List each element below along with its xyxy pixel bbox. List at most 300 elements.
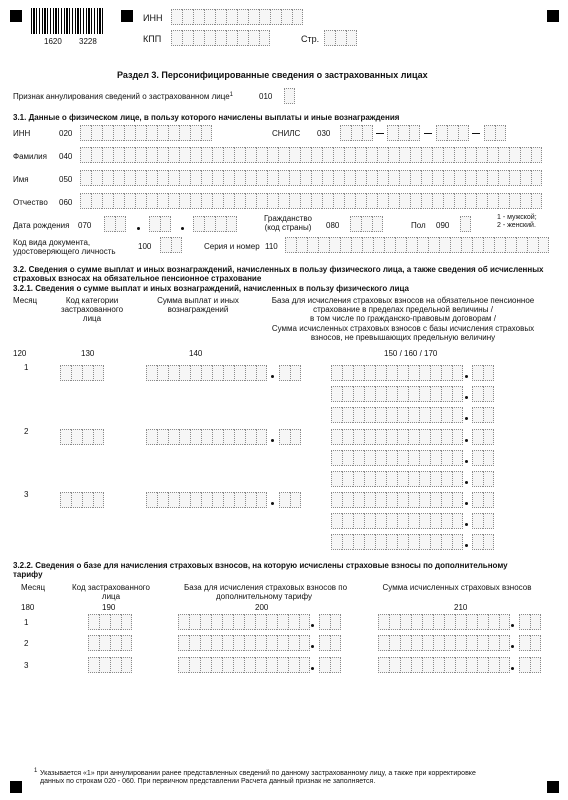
input-cell[interactable] bbox=[372, 216, 383, 232]
input-cell[interactable] bbox=[157, 193, 168, 209]
input-cell[interactable] bbox=[509, 147, 520, 163]
input-cell[interactable] bbox=[465, 147, 476, 163]
input-cell[interactable] bbox=[212, 429, 223, 445]
input-cell[interactable] bbox=[399, 170, 410, 186]
input-cell[interactable] bbox=[193, 216, 204, 232]
s32-row-base-int-cells[interactable] bbox=[331, 492, 463, 508]
input-cell[interactable] bbox=[168, 429, 179, 445]
input-cell[interactable] bbox=[319, 657, 330, 673]
input-cell[interactable] bbox=[344, 193, 355, 209]
input-cell[interactable] bbox=[487, 147, 498, 163]
input-cell[interactable] bbox=[483, 386, 494, 402]
s32-row-base-frac-cells[interactable] bbox=[472, 386, 494, 402]
input-cell[interactable] bbox=[353, 429, 364, 445]
s32-row-base-int-cells[interactable] bbox=[331, 365, 463, 381]
input-cell[interactable] bbox=[190, 429, 201, 445]
input-cell[interactable] bbox=[182, 9, 193, 25]
input-cell[interactable] bbox=[278, 170, 289, 186]
input-cell[interactable] bbox=[477, 614, 488, 630]
s322-row-sum-frac-cells[interactable] bbox=[519, 657, 541, 673]
input-cell[interactable] bbox=[146, 492, 157, 508]
s32-row-base-int-cells[interactable] bbox=[331, 471, 463, 487]
input-cell[interactable] bbox=[373, 237, 384, 253]
s31-name-cells[interactable] bbox=[80, 170, 542, 186]
input-cell[interactable] bbox=[259, 30, 270, 46]
input-cell[interactable] bbox=[483, 534, 494, 550]
input-cell[interactable] bbox=[245, 365, 256, 381]
input-cell[interactable] bbox=[433, 635, 444, 651]
input-cell[interactable] bbox=[452, 407, 463, 423]
input-cell[interactable] bbox=[278, 193, 289, 209]
input-cell[interactable] bbox=[364, 534, 375, 550]
input-cell[interactable] bbox=[344, 147, 355, 163]
input-cell[interactable] bbox=[452, 534, 463, 550]
input-cell[interactable] bbox=[450, 237, 461, 253]
input-cell[interactable] bbox=[509, 193, 520, 209]
input-cell[interactable] bbox=[245, 147, 256, 163]
input-cell[interactable] bbox=[386, 513, 397, 529]
input-cell[interactable] bbox=[441, 386, 452, 402]
input-cell[interactable] bbox=[378, 657, 389, 673]
input-cell[interactable] bbox=[364, 386, 375, 402]
input-cell[interactable] bbox=[289, 147, 300, 163]
s31-birth-day-cells[interactable] bbox=[104, 216, 126, 232]
input-cell[interactable] bbox=[135, 147, 146, 163]
input-cell[interactable] bbox=[519, 614, 530, 630]
input-cell[interactable] bbox=[149, 216, 160, 232]
input-cell[interactable] bbox=[397, 365, 408, 381]
input-cell[interactable] bbox=[233, 657, 244, 673]
input-cell[interactable] bbox=[215, 9, 226, 25]
input-cell[interactable] bbox=[410, 193, 421, 209]
input-cell[interactable] bbox=[488, 614, 499, 630]
s31-doc-cells[interactable] bbox=[160, 237, 182, 253]
input-cell[interactable] bbox=[342, 534, 353, 550]
input-cell[interactable] bbox=[364, 407, 375, 423]
s32-row-base-frac-cells[interactable] bbox=[472, 450, 494, 466]
input-cell[interactable] bbox=[121, 657, 132, 673]
input-cell[interactable] bbox=[290, 365, 301, 381]
input-cell[interactable] bbox=[146, 429, 157, 445]
s322-row-sum-int-cells[interactable] bbox=[378, 614, 510, 630]
input-cell[interactable] bbox=[465, 170, 476, 186]
input-cell[interactable] bbox=[483, 492, 494, 508]
input-cell[interactable] bbox=[322, 147, 333, 163]
input-cell[interactable] bbox=[432, 147, 443, 163]
input-cell[interactable] bbox=[411, 657, 422, 673]
input-cell[interactable] bbox=[388, 147, 399, 163]
input-cell[interactable] bbox=[226, 30, 237, 46]
input-cell[interactable] bbox=[212, 365, 223, 381]
input-cell[interactable] bbox=[441, 492, 452, 508]
input-cell[interactable] bbox=[364, 492, 375, 508]
input-cell[interactable] bbox=[223, 193, 234, 209]
input-cell[interactable] bbox=[386, 365, 397, 381]
input-cell[interactable] bbox=[375, 450, 386, 466]
input-cell[interactable] bbox=[386, 492, 397, 508]
input-cell[interactable] bbox=[255, 657, 266, 673]
s31-snils-cells-2[interactable] bbox=[387, 125, 420, 141]
input-cell[interactable] bbox=[378, 614, 389, 630]
input-cell[interactable] bbox=[289, 193, 300, 209]
input-cell[interactable] bbox=[179, 429, 190, 445]
input-cell[interactable] bbox=[290, 429, 301, 445]
input-cell[interactable] bbox=[289, 170, 300, 186]
input-cell[interactable] bbox=[311, 147, 322, 163]
input-cell[interactable] bbox=[472, 386, 483, 402]
input-cell[interactable] bbox=[530, 614, 541, 630]
input-cell[interactable] bbox=[248, 30, 259, 46]
input-cell[interactable] bbox=[472, 450, 483, 466]
input-cell[interactable] bbox=[519, 635, 530, 651]
input-cell[interactable] bbox=[266, 614, 277, 630]
input-cell[interactable] bbox=[421, 147, 432, 163]
input-cell[interactable] bbox=[340, 237, 351, 253]
input-cell[interactable] bbox=[244, 657, 255, 673]
input-cell[interactable] bbox=[157, 365, 168, 381]
input-cell[interactable] bbox=[102, 147, 113, 163]
input-cell[interactable] bbox=[498, 170, 509, 186]
input-cell[interactable] bbox=[350, 216, 361, 232]
input-cell[interactable] bbox=[226, 9, 237, 25]
input-cell[interactable] bbox=[324, 30, 335, 46]
input-cell[interactable] bbox=[245, 170, 256, 186]
input-cell[interactable] bbox=[178, 614, 189, 630]
input-cell[interactable] bbox=[353, 386, 364, 402]
input-cell[interactable] bbox=[335, 30, 346, 46]
input-cell[interactable] bbox=[484, 125, 495, 141]
s32-row-base-frac-cells[interactable] bbox=[472, 429, 494, 445]
input-cell[interactable] bbox=[441, 429, 452, 445]
input-cell[interactable] bbox=[483, 365, 494, 381]
s32-row-sum-int-cells[interactable] bbox=[146, 429, 267, 445]
input-cell[interactable] bbox=[331, 386, 342, 402]
input-cell[interactable] bbox=[444, 657, 455, 673]
s32-row-sum-frac-cells[interactable] bbox=[279, 492, 301, 508]
input-cell[interactable] bbox=[113, 125, 124, 141]
input-cell[interactable] bbox=[409, 125, 420, 141]
s32-row-sum-frac-cells[interactable] bbox=[279, 429, 301, 445]
input-cell[interactable] bbox=[201, 429, 212, 445]
input-cell[interactable] bbox=[82, 429, 93, 445]
input-cell[interactable] bbox=[135, 170, 146, 186]
input-cell[interactable] bbox=[342, 471, 353, 487]
input-cell[interactable] bbox=[255, 635, 266, 651]
input-cell[interactable] bbox=[410, 170, 421, 186]
input-cell[interactable] bbox=[299, 657, 310, 673]
input-cell[interactable] bbox=[278, 147, 289, 163]
input-cell[interactable] bbox=[99, 635, 110, 651]
input-cell[interactable] bbox=[531, 147, 542, 163]
s32-row-sum-int-cells[interactable] bbox=[146, 365, 267, 381]
s322-row-base-int-cells[interactable] bbox=[178, 635, 310, 651]
input-cell[interactable] bbox=[146, 365, 157, 381]
input-cell[interactable] bbox=[342, 513, 353, 529]
input-cell[interactable] bbox=[160, 237, 171, 253]
s32-row-sum-frac-cells[interactable] bbox=[279, 365, 301, 381]
input-cell[interactable] bbox=[300, 170, 311, 186]
input-cell[interactable] bbox=[93, 492, 104, 508]
input-cell[interactable] bbox=[190, 492, 201, 508]
s32-row-base-int-cells[interactable] bbox=[331, 429, 463, 445]
input-cell[interactable] bbox=[171, 9, 182, 25]
s32-row-base-frac-cells[interactable] bbox=[472, 492, 494, 508]
input-cell[interactable] bbox=[397, 534, 408, 550]
input-cell[interactable] bbox=[397, 471, 408, 487]
input-cell[interactable] bbox=[331, 471, 342, 487]
input-cell[interactable] bbox=[168, 170, 179, 186]
s32-row-base-frac-cells[interactable] bbox=[472, 365, 494, 381]
input-cell[interactable] bbox=[430, 407, 441, 423]
s32-row-category-cells[interactable] bbox=[60, 429, 104, 445]
header-inn-cells[interactable] bbox=[171, 9, 303, 25]
s32-row-base-frac-cells[interactable] bbox=[472, 513, 494, 529]
input-cell[interactable] bbox=[234, 492, 245, 508]
input-cell[interactable] bbox=[179, 492, 190, 508]
input-cell[interactable] bbox=[389, 635, 400, 651]
input-cell[interactable] bbox=[330, 614, 341, 630]
input-cell[interactable] bbox=[157, 147, 168, 163]
input-cell[interactable] bbox=[477, 635, 488, 651]
input-cell[interactable] bbox=[279, 365, 290, 381]
input-cell[interactable] bbox=[344, 170, 355, 186]
input-cell[interactable] bbox=[487, 170, 498, 186]
s32-row-base-int-cells[interactable] bbox=[331, 407, 463, 423]
input-cell[interactable] bbox=[256, 492, 267, 508]
input-cell[interactable] bbox=[430, 450, 441, 466]
input-cell[interactable] bbox=[483, 471, 494, 487]
input-cell[interactable] bbox=[375, 534, 386, 550]
input-cell[interactable] bbox=[292, 9, 303, 25]
s31-patronymic-cells[interactable] bbox=[80, 193, 542, 209]
input-cell[interactable] bbox=[60, 429, 71, 445]
input-cell[interactable] bbox=[244, 614, 255, 630]
s31-surname-cells[interactable] bbox=[80, 147, 542, 163]
s32-row-category-cells[interactable] bbox=[60, 492, 104, 508]
input-cell[interactable] bbox=[201, 125, 212, 141]
input-cell[interactable] bbox=[531, 170, 542, 186]
input-cell[interactable] bbox=[212, 170, 223, 186]
input-cell[interactable] bbox=[452, 471, 463, 487]
s32-row-category-cells[interactable] bbox=[60, 365, 104, 381]
input-cell[interactable] bbox=[419, 365, 430, 381]
input-cell[interactable] bbox=[432, 170, 443, 186]
input-cell[interactable] bbox=[366, 147, 377, 163]
input-cell[interactable] bbox=[441, 450, 452, 466]
input-cell[interactable] bbox=[377, 147, 388, 163]
input-cell[interactable] bbox=[386, 450, 397, 466]
input-cell[interactable] bbox=[256, 365, 267, 381]
input-cell[interactable] bbox=[441, 534, 452, 550]
input-cell[interactable] bbox=[538, 237, 549, 253]
input-cell[interactable] bbox=[465, 193, 476, 209]
input-cell[interactable] bbox=[419, 492, 430, 508]
input-cell[interactable] bbox=[244, 635, 255, 651]
s322-row-base-frac-cells[interactable] bbox=[319, 614, 341, 630]
input-cell[interactable] bbox=[319, 614, 330, 630]
input-cell[interactable] bbox=[300, 147, 311, 163]
input-cell[interactable] bbox=[256, 147, 267, 163]
input-cell[interactable] bbox=[277, 635, 288, 651]
input-cell[interactable] bbox=[179, 125, 190, 141]
input-cell[interactable] bbox=[330, 635, 341, 651]
input-cell[interactable] bbox=[419, 471, 430, 487]
input-cell[interactable] bbox=[200, 657, 211, 673]
input-cell[interactable] bbox=[80, 193, 91, 209]
input-cell[interactable] bbox=[319, 635, 330, 651]
s322-row-base-int-cells[interactable] bbox=[178, 614, 310, 630]
input-cell[interactable] bbox=[430, 429, 441, 445]
s31-series-cells[interactable] bbox=[285, 237, 549, 253]
input-cell[interactable] bbox=[285, 237, 296, 253]
input-cell[interactable] bbox=[333, 170, 344, 186]
input-cell[interactable] bbox=[322, 170, 333, 186]
input-cell[interactable] bbox=[447, 125, 458, 141]
input-cell[interactable] bbox=[408, 450, 419, 466]
input-cell[interactable] bbox=[124, 170, 135, 186]
input-cell[interactable] bbox=[421, 170, 432, 186]
input-cell[interactable] bbox=[266, 635, 277, 651]
input-cell[interactable] bbox=[476, 147, 487, 163]
input-cell[interactable] bbox=[355, 147, 366, 163]
input-cell[interactable] bbox=[179, 170, 190, 186]
input-cell[interactable] bbox=[441, 407, 452, 423]
input-cell[interactable] bbox=[179, 147, 190, 163]
input-cell[interactable] bbox=[419, 513, 430, 529]
input-cell[interactable] bbox=[189, 657, 200, 673]
input-cell[interactable] bbox=[168, 147, 179, 163]
input-cell[interactable] bbox=[353, 407, 364, 423]
input-cell[interactable] bbox=[71, 492, 82, 508]
input-cell[interactable] bbox=[452, 365, 463, 381]
input-cell[interactable] bbox=[483, 429, 494, 445]
input-cell[interactable] bbox=[441, 513, 452, 529]
input-cell[interactable] bbox=[160, 216, 171, 232]
input-cell[interactable] bbox=[441, 471, 452, 487]
input-cell[interactable] bbox=[408, 471, 419, 487]
input-cell[interactable] bbox=[433, 614, 444, 630]
input-cell[interactable] bbox=[307, 237, 318, 253]
s32-row-base-frac-cells[interactable] bbox=[472, 407, 494, 423]
input-cell[interactable] bbox=[80, 147, 91, 163]
input-cell[interactable] bbox=[505, 237, 516, 253]
input-cell[interactable] bbox=[499, 614, 510, 630]
input-cell[interactable] bbox=[430, 492, 441, 508]
input-cell[interactable] bbox=[351, 125, 362, 141]
input-cell[interactable] bbox=[355, 193, 366, 209]
s32-row-base-int-cells[interactable] bbox=[331, 513, 463, 529]
input-cell[interactable] bbox=[91, 193, 102, 209]
input-cell[interactable] bbox=[408, 534, 419, 550]
input-cell[interactable] bbox=[452, 386, 463, 402]
input-cell[interactable] bbox=[472, 429, 483, 445]
input-cell[interactable] bbox=[386, 407, 397, 423]
input-cell[interactable] bbox=[397, 429, 408, 445]
input-cell[interactable] bbox=[444, 635, 455, 651]
input-cell[interactable] bbox=[234, 429, 245, 445]
input-cell[interactable] bbox=[204, 216, 215, 232]
s31-birth-month-cells[interactable] bbox=[149, 216, 171, 232]
s32-row-base-frac-cells[interactable] bbox=[472, 534, 494, 550]
input-cell[interactable] bbox=[430, 471, 441, 487]
input-cell[interactable] bbox=[487, 193, 498, 209]
input-cell[interactable] bbox=[157, 429, 168, 445]
input-cell[interactable] bbox=[331, 407, 342, 423]
input-cell[interactable] bbox=[237, 9, 248, 25]
input-cell[interactable] bbox=[454, 147, 465, 163]
input-cell[interactable] bbox=[171, 30, 182, 46]
input-cell[interactable] bbox=[498, 147, 509, 163]
input-cell[interactable] bbox=[248, 9, 259, 25]
input-cell[interactable] bbox=[342, 450, 353, 466]
input-cell[interactable] bbox=[223, 429, 234, 445]
input-cell[interactable] bbox=[433, 657, 444, 673]
input-cell[interactable] bbox=[288, 635, 299, 651]
input-cell[interactable] bbox=[389, 614, 400, 630]
input-cell[interactable] bbox=[329, 237, 340, 253]
input-cell[interactable] bbox=[288, 657, 299, 673]
input-cell[interactable] bbox=[110, 657, 121, 673]
input-cell[interactable] bbox=[200, 614, 211, 630]
input-cell[interactable] bbox=[452, 450, 463, 466]
input-cell[interactable] bbox=[201, 170, 212, 186]
input-cell[interactable] bbox=[495, 125, 506, 141]
input-cell[interactable] bbox=[443, 147, 454, 163]
s31-snils-cells-3[interactable] bbox=[436, 125, 469, 141]
input-cell[interactable] bbox=[386, 534, 397, 550]
input-cell[interactable] bbox=[212, 147, 223, 163]
input-cell[interactable] bbox=[441, 365, 452, 381]
input-cell[interactable] bbox=[157, 125, 168, 141]
input-cell[interactable] bbox=[300, 193, 311, 209]
input-cell[interactable] bbox=[245, 492, 256, 508]
s322-row-sum-frac-cells[interactable] bbox=[519, 614, 541, 630]
input-cell[interactable] bbox=[361, 216, 372, 232]
input-cell[interactable] bbox=[397, 492, 408, 508]
input-cell[interactable] bbox=[190, 193, 201, 209]
input-cell[interactable] bbox=[88, 657, 99, 673]
input-cell[interactable] bbox=[102, 125, 113, 141]
input-cell[interactable] bbox=[190, 125, 201, 141]
input-cell[interactable] bbox=[333, 147, 344, 163]
input-cell[interactable] bbox=[454, 170, 465, 186]
input-cell[interactable] bbox=[400, 614, 411, 630]
input-cell[interactable] bbox=[102, 170, 113, 186]
input-cell[interactable] bbox=[472, 407, 483, 423]
input-cell[interactable] bbox=[389, 657, 400, 673]
input-cell[interactable] bbox=[256, 193, 267, 209]
input-cell[interactable] bbox=[353, 534, 364, 550]
s31-sex-cells[interactable] bbox=[460, 216, 471, 232]
input-cell[interactable] bbox=[530, 635, 541, 651]
input-cell[interactable] bbox=[340, 125, 351, 141]
input-cell[interactable] bbox=[375, 386, 386, 402]
input-cell[interactable] bbox=[472, 237, 483, 253]
s322-row-code-cells[interactable] bbox=[88, 614, 132, 630]
input-cell[interactable] bbox=[452, 492, 463, 508]
input-cell[interactable] bbox=[290, 492, 301, 508]
input-cell[interactable] bbox=[113, 170, 124, 186]
input-cell[interactable] bbox=[397, 450, 408, 466]
input-cell[interactable] bbox=[124, 193, 135, 209]
input-cell[interactable] bbox=[204, 30, 215, 46]
input-cell[interactable] bbox=[488, 657, 499, 673]
input-cell[interactable] bbox=[211, 635, 222, 651]
input-cell[interactable] bbox=[204, 9, 215, 25]
input-cell[interactable] bbox=[483, 237, 494, 253]
input-cell[interactable] bbox=[353, 513, 364, 529]
input-cell[interactable] bbox=[256, 170, 267, 186]
